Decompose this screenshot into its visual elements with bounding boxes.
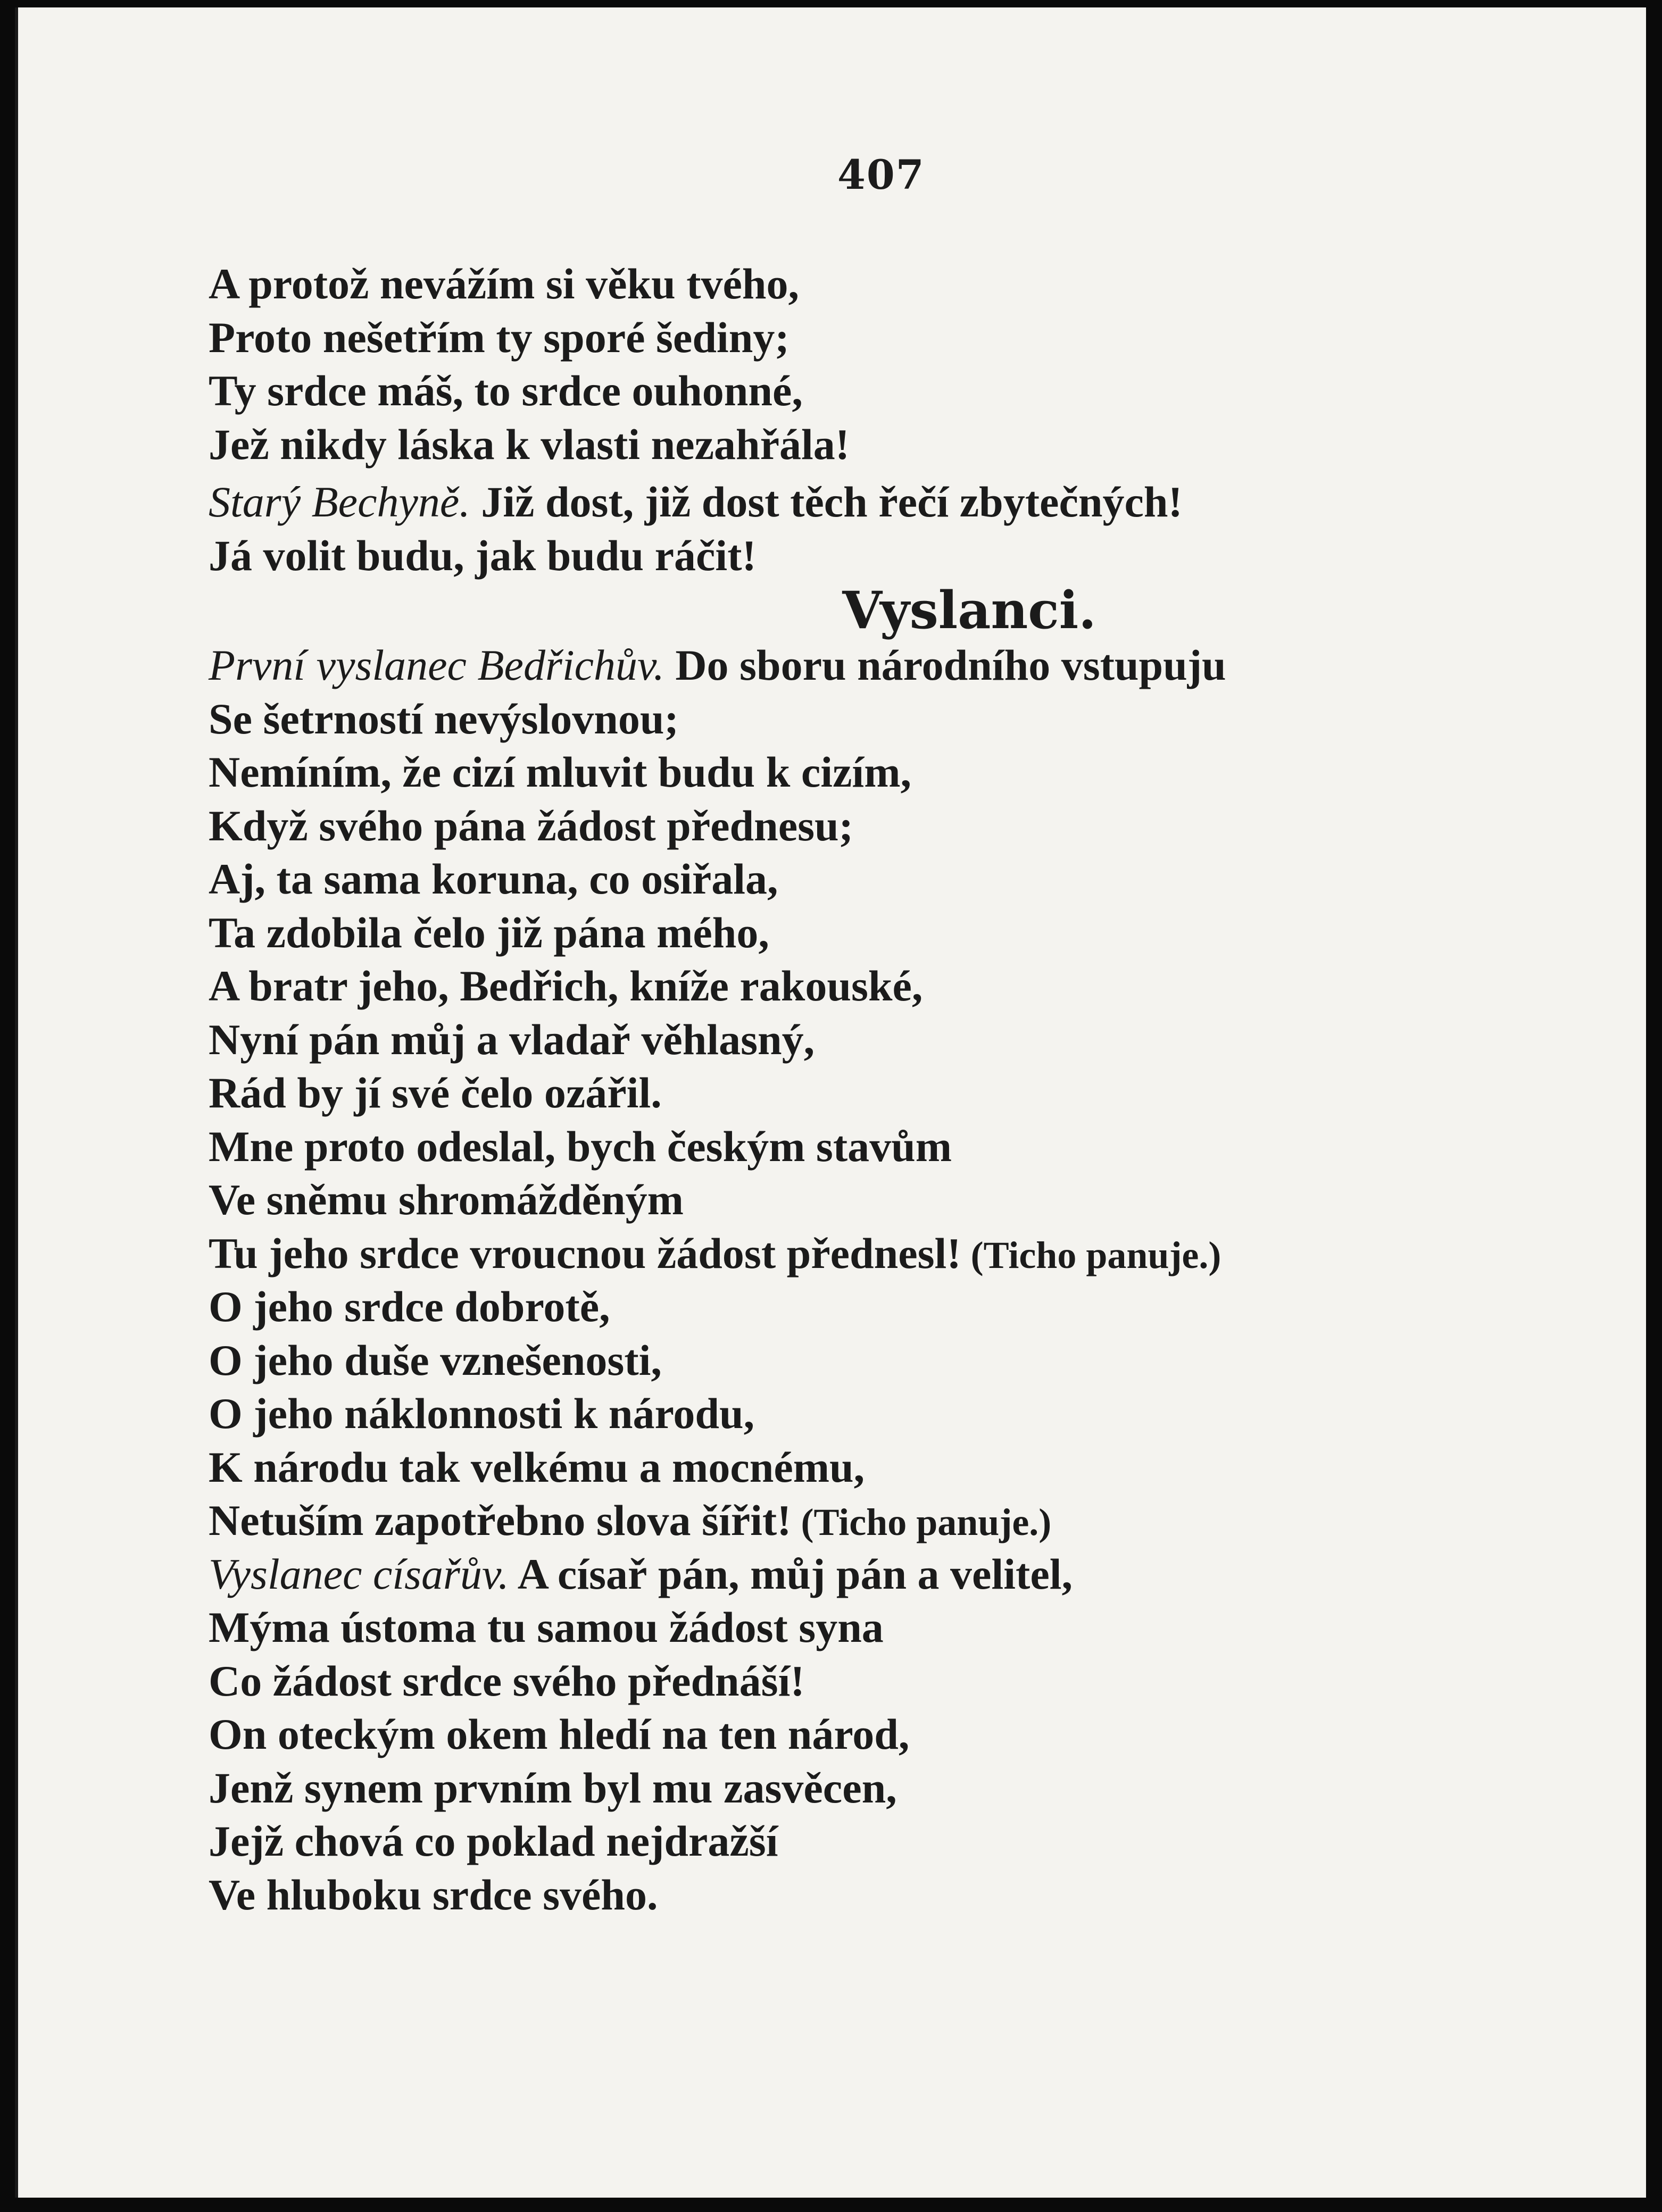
verse-line: Jejž chová co poklad nejdražší [209,1817,778,1865]
verse-line: Ty srdce máš, to srdce ouhonné, [209,366,803,415]
page-number: 407 [837,151,925,198]
verse-line: On oteckým okem hledí na ten národ, [209,1710,910,1758]
verse-line: Ve hluboku srdce svého. [209,1870,658,1919]
verse-line: Tu jeho srdce vroucnou žádost přednesl! (Ticho panuje.) [209,1229,1221,1278]
book-page [15,7,1646,2198]
verse-line: Mne proto odeslal, bych českým stavům [209,1122,952,1171]
verse-line: Proto nešetřím ty sporé šediny; [209,313,790,362]
verse-line: Mýma ústoma tu samou žádost syna [209,1603,884,1651]
speaker-line: Starý Bechyně. Již dost, již dost těch řečí zbytečných! [209,478,1183,526]
verse-line: K národu tak velkému a mocnému, [209,1442,865,1491]
verse-line: Co žádost srdce svého přednáší! [209,1656,805,1705]
speaker-name: Vyslanec císařův. [209,1549,509,1598]
verse-line: Se šetrností nevýslovnou; [209,694,679,743]
verse-line: Nemíním, že cizí mluvit budu k cizím, [209,748,912,796]
verse-line: Aj, ta sama koruna, co osiřala, [209,855,778,903]
verse-line: O jeho duše vznešenosti, [209,1335,662,1384]
verse-line: O jeho náklonnosti k národu, [209,1389,755,1438]
speaker-line: První vyslanec Bedřichův. Do sboru národního vstupuju [209,641,1226,689]
verse-line: Jež nikdy láska k vlasti nezahřála! [209,420,850,469]
verse-line: A protož nevážím si věku tvého, [209,260,800,308]
speaker-line: Vyslanec císařův. A císař pán, můj pán a velitel, [209,1549,1073,1598]
speaker-name: Starý Bechyně. [209,478,470,526]
verse-line: Ta zdobila čelo již pána mého, [209,908,769,957]
verse-line: Jenž synem prvním byl mu zasvěcen, [209,1763,897,1812]
verse-line: A bratr jeho, Bedřich, kníže rakouské, [209,962,923,1010]
verse-line: Ve sněmu shromážděným [209,1175,684,1224]
stage-direction: (Ticho panuje.) [791,1501,1052,1543]
verse-line: Netuším zapotřebno slova šířit! (Ticho panuje.) [209,1496,1052,1545]
stage-direction: (Ticho panuje.) [961,1233,1221,1276]
verse-line: Nyní pán můj a vladař věhlasný, [209,1015,815,1064]
verse-line: Rád by jí své čelo ozářil. [209,1069,662,1117]
verse-line: O jeho srdce dobrotě, [209,1282,610,1331]
verse-line: Když svého pána žádost přednesu; [209,801,853,850]
section-heading: Vyslanci. [842,580,1096,640]
verse-line: Já volit budu, jak budu ráčit! [209,531,757,580]
verse-text [209,257,1570,1922]
speaker-name: První vyslanec Bedřichův. [209,641,664,689]
